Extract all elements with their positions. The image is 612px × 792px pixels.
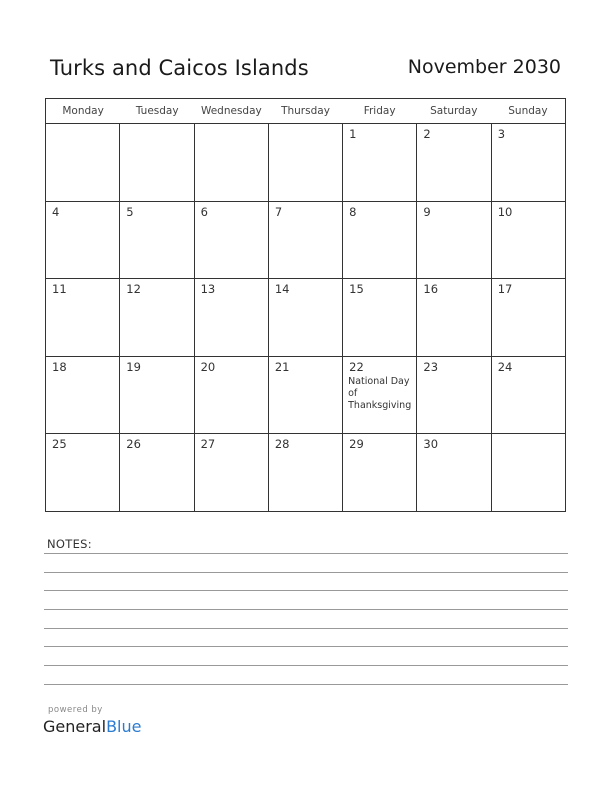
day-number: 24 bbox=[497, 359, 513, 374]
day-cell bbox=[268, 202, 342, 279]
day-number: 7 bbox=[274, 204, 283, 219]
day-number: 15 bbox=[349, 282, 364, 297]
day-number: 4 bbox=[52, 204, 60, 219]
page-title: Turks and Caicos Islands bbox=[50, 56, 309, 80]
day-cell bbox=[416, 357, 490, 434]
note-line bbox=[44, 590, 568, 591]
day-cell bbox=[268, 434, 342, 512]
day-number: 21 bbox=[274, 359, 290, 374]
day-cell bbox=[119, 434, 193, 512]
day-number: 23 bbox=[423, 359, 439, 374]
day-number: 25 bbox=[52, 437, 67, 452]
day-number: 8 bbox=[349, 204, 357, 219]
day-number: 14 bbox=[274, 282, 290, 297]
day-cell bbox=[342, 124, 416, 201]
calendar-grid bbox=[45, 98, 566, 512]
day-cell bbox=[194, 202, 268, 279]
day-cell bbox=[268, 124, 342, 201]
day-cell bbox=[268, 357, 342, 434]
weekday-tuesday: Tuesday bbox=[135, 105, 179, 117]
day-cell bbox=[416, 124, 490, 201]
day-cell bbox=[416, 279, 490, 356]
day-number: 30 bbox=[423, 437, 439, 452]
day-number: 1 bbox=[349, 127, 357, 141]
note-line bbox=[44, 553, 568, 554]
day-cell bbox=[194, 124, 268, 201]
brand-general: General bbox=[43, 717, 107, 736]
day-number: 19 bbox=[126, 359, 141, 374]
day-cell bbox=[491, 357, 565, 434]
day-cell bbox=[342, 357, 416, 434]
day-cell bbox=[268, 279, 342, 356]
day-cell bbox=[342, 279, 416, 356]
day-number: 11 bbox=[52, 282, 67, 297]
day-cell bbox=[119, 357, 193, 434]
week-row bbox=[46, 202, 565, 280]
week-row bbox=[46, 357, 565, 435]
day-cell bbox=[46, 124, 119, 201]
brand-logo bbox=[43, 717, 141, 736]
powered-by-label: powered by bbox=[48, 705, 103, 715]
day-number: 3 bbox=[497, 127, 506, 141]
day-cell bbox=[491, 434, 565, 512]
day-cell bbox=[46, 357, 119, 434]
day-number: 22 bbox=[349, 359, 364, 374]
day-number: 10 bbox=[497, 204, 513, 219]
month-year-label: November 2030 bbox=[407, 56, 561, 78]
day-cell bbox=[194, 357, 268, 434]
day-cell bbox=[416, 202, 490, 279]
note-line bbox=[44, 684, 568, 685]
day-number: 5 bbox=[126, 204, 134, 219]
day-cell bbox=[46, 434, 119, 512]
note-line bbox=[44, 572, 568, 573]
day-cell bbox=[491, 279, 565, 356]
weekday-header-row bbox=[46, 99, 565, 124]
day-number: 28 bbox=[274, 437, 290, 452]
day-number: 2 bbox=[423, 127, 431, 141]
day-cell bbox=[119, 124, 193, 201]
day-cell bbox=[416, 434, 490, 512]
calendar-weeks bbox=[46, 124, 565, 512]
day-number: 12 bbox=[126, 282, 141, 297]
day-cell bbox=[46, 279, 119, 356]
weekday-monday: Monday bbox=[62, 105, 104, 117]
day-cell bbox=[491, 124, 565, 201]
day-cell bbox=[194, 279, 268, 356]
day-number: 6 bbox=[200, 204, 208, 219]
week-row bbox=[46, 279, 565, 357]
day-number: 13 bbox=[200, 282, 216, 297]
brand-blue: Blue bbox=[106, 717, 142, 736]
weekday-friday: Friday bbox=[363, 105, 396, 117]
day-number: 18 bbox=[52, 359, 67, 374]
day-number: 29 bbox=[349, 437, 364, 452]
holiday-event: National Day of Thanksgiving bbox=[348, 375, 412, 411]
day-cell bbox=[342, 202, 416, 279]
note-line bbox=[44, 609, 568, 610]
day-number: 16 bbox=[423, 282, 439, 297]
note-line bbox=[44, 646, 568, 647]
day-cell bbox=[194, 434, 268, 512]
day-cell bbox=[342, 434, 416, 512]
day-cell bbox=[46, 202, 119, 279]
note-line bbox=[44, 665, 568, 666]
day-number: 27 bbox=[200, 437, 216, 452]
note-line bbox=[44, 628, 568, 629]
day-cell bbox=[119, 202, 193, 279]
day-number: 26 bbox=[126, 437, 141, 452]
day-cell bbox=[491, 202, 565, 279]
notes-label: NOTES: bbox=[47, 537, 92, 551]
weekday-saturday: Saturday bbox=[430, 105, 478, 117]
week-row bbox=[46, 124, 565, 202]
week-row bbox=[46, 434, 565, 512]
day-number: 17 bbox=[497, 282, 513, 297]
day-number: 9 bbox=[423, 204, 431, 219]
day-number: 20 bbox=[200, 359, 216, 374]
weekday-thursday: Thursday bbox=[281, 105, 330, 117]
weekday-wednesday: Wednesday bbox=[200, 105, 262, 117]
weekday-sunday: Sunday bbox=[508, 105, 548, 117]
day-cell bbox=[119, 279, 193, 356]
